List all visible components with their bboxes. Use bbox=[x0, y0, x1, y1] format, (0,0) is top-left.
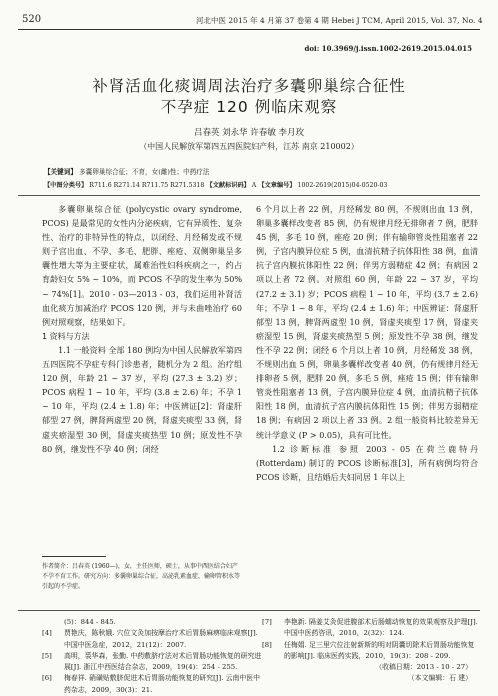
reference-number: [6] bbox=[42, 674, 52, 683]
journal-info: 河北中医 2015 年 4 月第 37 卷第 4 期 Hebei J TCM, April 2015, Vol. 37, No. 4 bbox=[196, 16, 483, 25]
keywords-label: 【关键词】 bbox=[44, 168, 77, 176]
general-data-continued: 6 个月以上者 22 例，月经稀发 80 例，不规则出血 13 例，卵巢多囊样改变者 85 例，仍有规律月经无排卵者 7 例，肥胖 45 例，多毛 10 例，痤疮 20 例；伴有输卵管炎性阻塞者 22 例，子宫内膜异位症 5 例，血清抗精子抗体阳性 38 例，血清抗子宫内膜抗体阳性 22 例；伴男方弱精症 42 例；有病因 2 项以上者 72 例。对照组 60 例，年龄 22 ~ 37 岁，平均 (27.2 ± 3.1) 岁；PCOS 病程 1 ~ 10 年，平均 (3.7 ± 2.6) 年；不孕 1 ~ 8 年，平均 (2.4 ± 1.6) 年；中医辨证：肾虚肝郁型 13 例，脾肾两虚型 10 例，肾虚夹痰型 17 例，肾虚夹瘀湿型 15 例，肾虚夹痰热型 5 例；原发性不孕 38 例，继发性不孕 22 例；闭经 6 个月以上者 10 例，月经稀发 38 例，不规则出血 5 例，卵巢多囊样改变者 40 例，仍有规律月经无排卵者 5 例，肥胖 20 例，多毛 5 例，痤疮 15 例；伴有输卵管炎性阻塞者 13 例，子宫内膜异位症 4 例，血清抗精子抗体阳性 18 例，血清抗子宫内膜抗体阳性 15 例；伴男方弱精症 18 例；有病因 2 项以上者 33 例。2 组一般资料比较差异无统计学意义 (P > 0.05)，具有可比性。 bbox=[256, 205, 478, 440]
reference-number: [7] bbox=[262, 618, 272, 626]
footnote-rule bbox=[42, 556, 106, 557]
reference-item bbox=[42, 628, 262, 651]
reference-item bbox=[42, 617, 262, 628]
reference-number bbox=[42, 617, 64, 628]
affiliation: （中国人民解放军第四五四医院妇产科，江苏 南京 210002） bbox=[139, 142, 359, 151]
reference-text: 高明，裘华森，张勤. 中药敷脐疗法对术后胃肠功能恢复的研究进展[J]. 浙江中西医结合杂志，2009，19(4)：254 - 255. bbox=[64, 651, 262, 672]
clc-value: R711.6 R271.14 R711.75 R271.5318 bbox=[87, 182, 205, 189]
body-right-column bbox=[256, 203, 478, 485]
article-title-line-2: 不孕症 120 例临床观察 bbox=[160, 98, 338, 116]
clc-label: 【中图分类号】 bbox=[44, 182, 88, 189]
reference-text: 李艳新. 隔姜艾灸促进腹部术后肠蠕动恢复的效果观察及护理[J]. 中国中医药咨讯，2010，2(32)：124. bbox=[284, 618, 478, 638]
general-data-paragraph: 1.1 一般资料 全部 180 例均为中国人民解放军第四五四医院不孕症专科门诊患者，随机分为 2 组。治疗组 120 例，年龄 21 ~ 37 岁，平均 (27.3 ± 3.2) 岁；PCOS 病程 1 ~ 10 年，平均 (3.8 ± 2.6) 年；不孕 1 ~ 10 年，平均 (2.4 ± 1.8) 年；中医辨证[2]：肾虚肝郁型 27 例，脾肾两虚型 20 例，肾虚夹痰型 33 例，肾虚夹瘀湿型 30 例，肾虚夹痰热型 10 例；原发性不孕 80 例，继发性不孕 40 例；闭经 bbox=[42, 345, 242, 454]
article-id-label: 【文章编号】 bbox=[256, 182, 296, 189]
reference-item bbox=[262, 640, 480, 663]
reference-text: 梅春祥. 硝磺贴敷脐促进术后胃肠功能恢复的研究[J]. 云南中医中药杂志，2009，30(3)：21. bbox=[64, 674, 261, 694]
reference-item bbox=[42, 651, 262, 674]
body-left-column bbox=[42, 203, 242, 457]
header-separator bbox=[18, 195, 480, 196]
page-number: 520 bbox=[22, 14, 42, 25]
article-id-value: 1002-2619(2015)04-0520-03 bbox=[295, 182, 388, 189]
reference-text: 贾艳庆，陈秋娥. 穴位文灸加按摩治疗术后胃肠麻痹临床观察[J]. 中国中医急症，2012，21(12)：2007. bbox=[64, 629, 258, 649]
received-date: （收稿日期：2013 - 10 - 27） bbox=[375, 663, 472, 672]
doi: doi: 10.3969/j.issn.1002-2619.2015.04.015 bbox=[304, 44, 472, 53]
running-header bbox=[0, 10, 498, 32]
references-separator bbox=[18, 610, 480, 611]
reference-number: [5] bbox=[42, 651, 52, 660]
header-rule bbox=[18, 29, 480, 30]
reference-text: (5)：844 - 845. bbox=[64, 618, 116, 626]
reference-item bbox=[42, 673, 262, 696]
editor-credit: （本文编辑：石 建） bbox=[407, 674, 472, 683]
intro-paragraph: 多囊卵巢综合征 (polycystic ovary syndrome, PCOS) 是最常见的女性内分泌疾病，它有异质性、复杂性、治疗的非特异性的特点，以闭经、月经稀发或不规则子宫出血、不孕、多毛、肥胖、痤疮、双侧卵巢呈多囊性增大等为主要症状，属难治性妇科疾病之一，约占育龄妇女 5% ~ 10%，而 PCOS 不孕的发生率为 50% ~ 74%[1]。2010 - 03—2013 - 03，我们运用补肾活血化痰方加减治疗 PCOS 120 例，并与未曲唑治疗 60 例对照观察，结果如下。 bbox=[42, 205, 242, 327]
keywords bbox=[44, 166, 476, 176]
classification-line bbox=[44, 180, 476, 189]
section-heading-methods: 1 资料与方法 bbox=[42, 331, 90, 341]
doc-code-value: A bbox=[249, 182, 257, 189]
reference-number: [8] bbox=[262, 640, 272, 649]
diagnostic-criteria-paragraph: 1.2 诊断标准 参照 2003 - 05 在荷兰鹿特丹 (Rotterdam) 制订的 PCOS 诊断标准[3]，所有病例均符合 PCOS 诊断，且结婚后夫妇同居 1 年以上 bbox=[256, 444, 478, 482]
reference-text: 任梅娟. 足三里穴位注射新斯的明对阴囊切除术后胃肠功能恢复的影响[J]. 临床医药实践，2010，19(3)：208 - 209. bbox=[284, 640, 475, 660]
reference-item bbox=[262, 617, 480, 640]
author-footnote: 作者简介：吕春英 (1960—)，女，主任医师，硕士，从事中西医结合妇产不孕不育工作。研究方向：多囊卵巢综合征，高泌乳素血症，输卵管积水等引起的不孕症。 bbox=[42, 563, 241, 590]
authors: 吕春英 刘永华 许春敏 李月玫 bbox=[193, 128, 305, 138]
references-right bbox=[262, 617, 480, 685]
article-title-line-1: 补肾活血化痰调周法治疗多囊卵巢综合征性 bbox=[92, 77, 406, 95]
reference-number: [4] bbox=[42, 629, 52, 638]
keywords-text: 多囊卵巢综合征；不育，女(雌)性；中药疗法 bbox=[76, 168, 210, 176]
references-left bbox=[42, 617, 262, 696]
doc-code-label: 【文献标识码】 bbox=[204, 182, 250, 189]
